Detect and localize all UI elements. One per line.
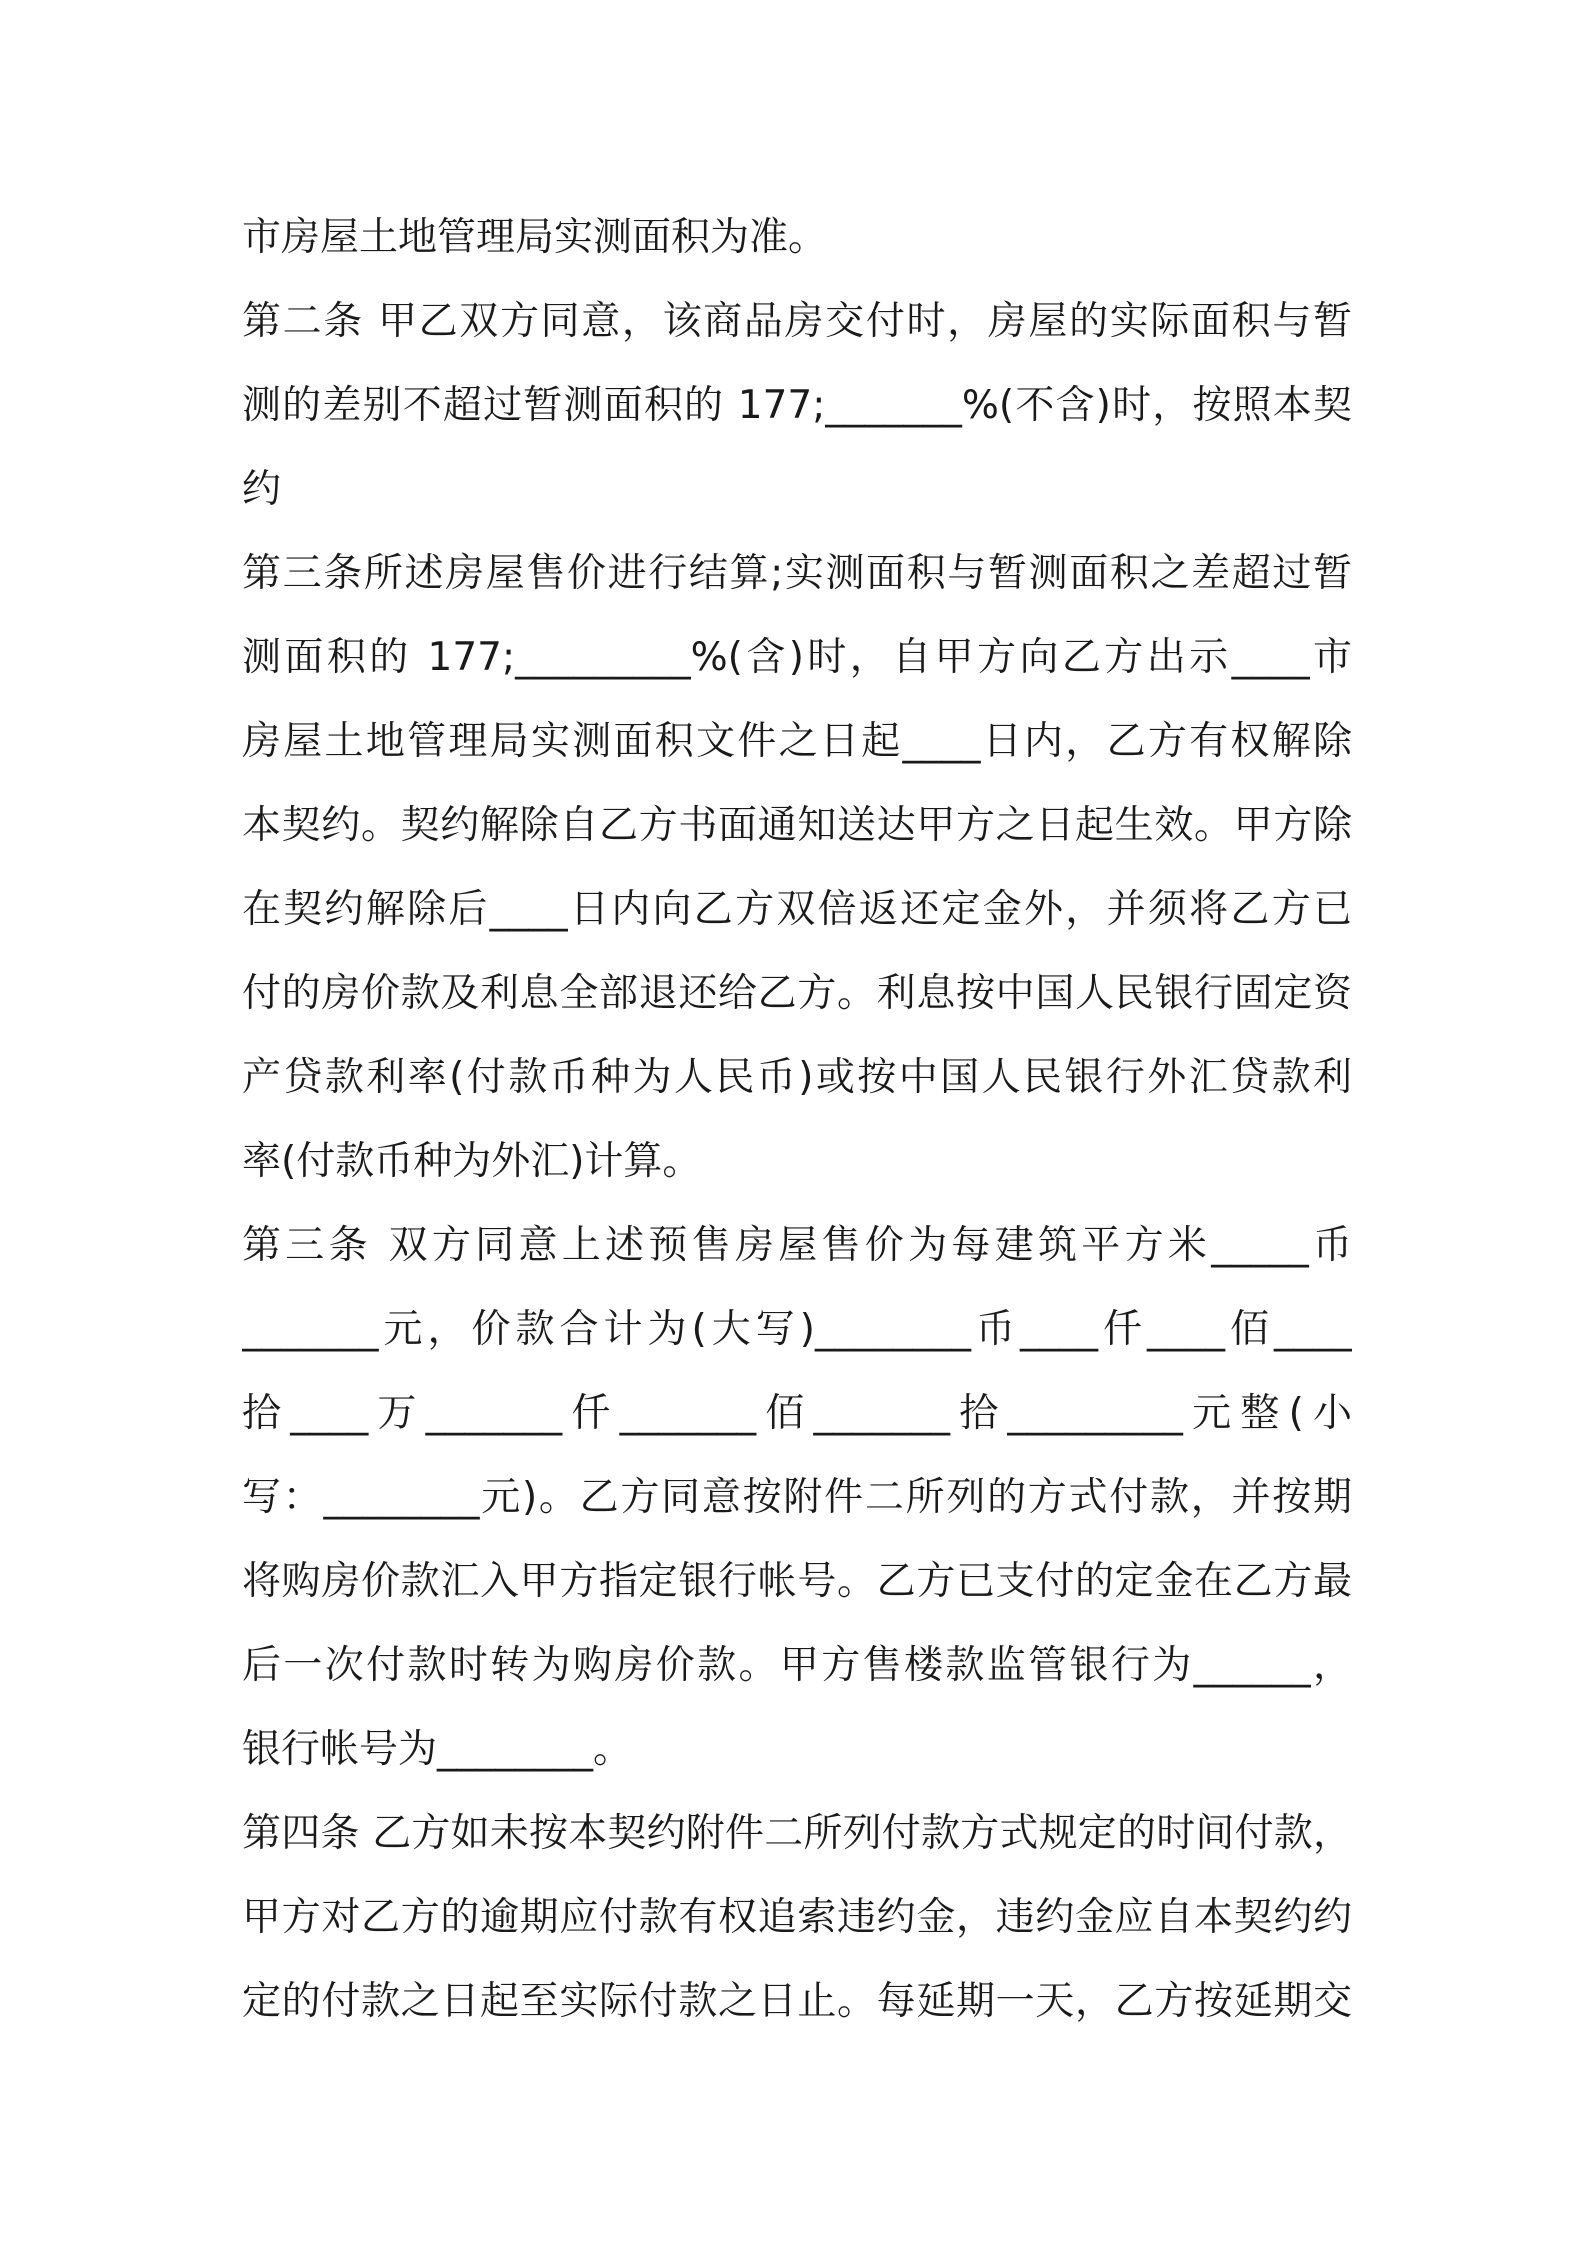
text-line: 写：________元)。乙方同意按附件二所列的方式付款，并按期 <box>242 1475 1352 1520</box>
document-body <box>242 196 1352 2044</box>
text-line: 房屋土地管理局实测面积文件之日起____日内，乙方有权解除 <box>242 719 1352 764</box>
text-line: 将购房价款汇入甲方指定银行帐号。乙方已支付的定金在乙方最 <box>242 1559 1352 1604</box>
text-line: 第二条 甲乙双方同意，该商品房交付时，房屋的实际面积与暂 <box>242 299 1352 344</box>
text-line: 后一次付款时转为购房价款。甲方售楼款监管银行为______， <box>242 1643 1352 1688</box>
text-line: 第四条 乙方如未按本契约附件二所列付款方式规定的时间付款， <box>242 1811 1352 1856</box>
text-line: 第三条所述房屋售价进行结算;实测面积与暂测面积之差超过暂 <box>242 551 1352 596</box>
text-line: 甲方对乙方的逾期应付款有权追索违约金，违约金应自本契约约 <box>242 1895 1352 1940</box>
text-line: 付的房价款及利息全部退还给乙方。利息按中国人民银行固定资 <box>242 971 1352 1016</box>
text-line: 测面积的 177;_________%(含)时，自甲方向乙方出示____市 <box>242 635 1352 680</box>
text-line: 率(付款币种为外汇)计算。 <box>242 1139 702 1184</box>
text-line: 测的差别不超过暂测面积的 177;_______%(不含)时，按照本契 <box>242 383 1352 428</box>
text-line: 约 <box>242 467 282 512</box>
text-line: 市房屋土地管理局实测面积为准。 <box>242 215 828 260</box>
text-line: 银行帐号为________。 <box>242 1727 633 1772</box>
text-line: 产贷款利率(付款币种为人民币)或按中国人民银行外汇贷款利 <box>242 1055 1352 1100</box>
text-line: 定的付款之日起至实际付款之日止。每延期一天，乙方按延期交 <box>242 1979 1352 2024</box>
text-line: 拾____万_______仟_______佰_______拾_________元整(小 <box>242 1391 1352 1436</box>
text-line: 本契约。契约解除自乙方书面通知送达甲方之日起生效。甲方除 <box>242 803 1352 848</box>
text-line: 在契约解除后____日内向乙方双倍返还定金外，并须将乙方已 <box>242 887 1352 932</box>
text-line: 第三条 双方同意上述预售房屋售价为每建筑平方米_____币 <box>242 1223 1352 1268</box>
text-line: _______元，价款合计为(大写)________币____仟____佰____ <box>242 1307 1352 1352</box>
